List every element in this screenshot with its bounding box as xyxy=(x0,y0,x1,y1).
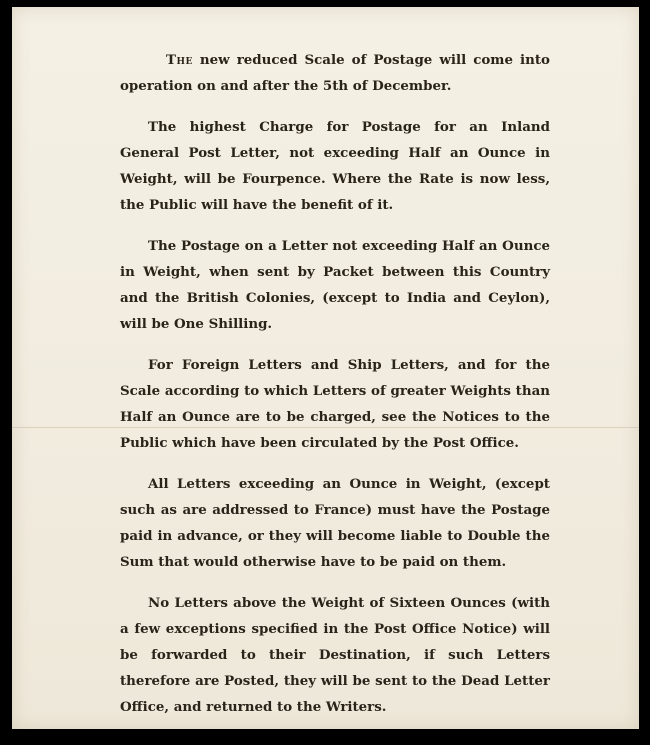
paragraph-inland-charge: The highest Charge for Postage for an Inland General Post Letter, not exceeding Half an Ounce in Weight, will be Fourpence. Where the Rate is now less, the Public will have the benefit of it. xyxy=(120,119,550,213)
printed-notice-sheet xyxy=(12,7,639,729)
paragraph-weight-limit: No Letters above the Weight of Sixteen Ounces (with a few exceptions specified in the Post Office Notice) will be forwarded to their Destination, if such Letters therefore are Posted, they will be sent to the Dead Letter Office, and returned to the Writers. xyxy=(120,595,550,715)
paragraph-scale-of-postage xyxy=(120,47,550,99)
paragraph-foreign-letters: For Foreign Letters and Ship Letters, and for the Scale according to which Letters of greater Weights than Half an Ounce are to be charged, see the Notices to the Public which have been circulated by the Post Office. xyxy=(120,357,550,451)
paragraph-text: new reduced Scale of Postage will come into operation on and after the 5th of December. xyxy=(120,52,550,94)
paragraph-packet-postage: The Postage on a Letter not exceeding Half an Ounce in Weight, when sent by Packet between this Country and the British Colonies, (except to India and Ceylon), will be One Shilling. xyxy=(120,238,550,332)
notice-body xyxy=(120,47,550,735)
paragraph-prepayment: All Letters exceeding an Ounce in Weight, (except such as are addressed to France) must have the Postage paid in advance, or they will become liable to Double the Sum that would otherwise have to be paid on them. xyxy=(120,476,550,570)
paragraph-lead-word: The xyxy=(166,52,193,68)
